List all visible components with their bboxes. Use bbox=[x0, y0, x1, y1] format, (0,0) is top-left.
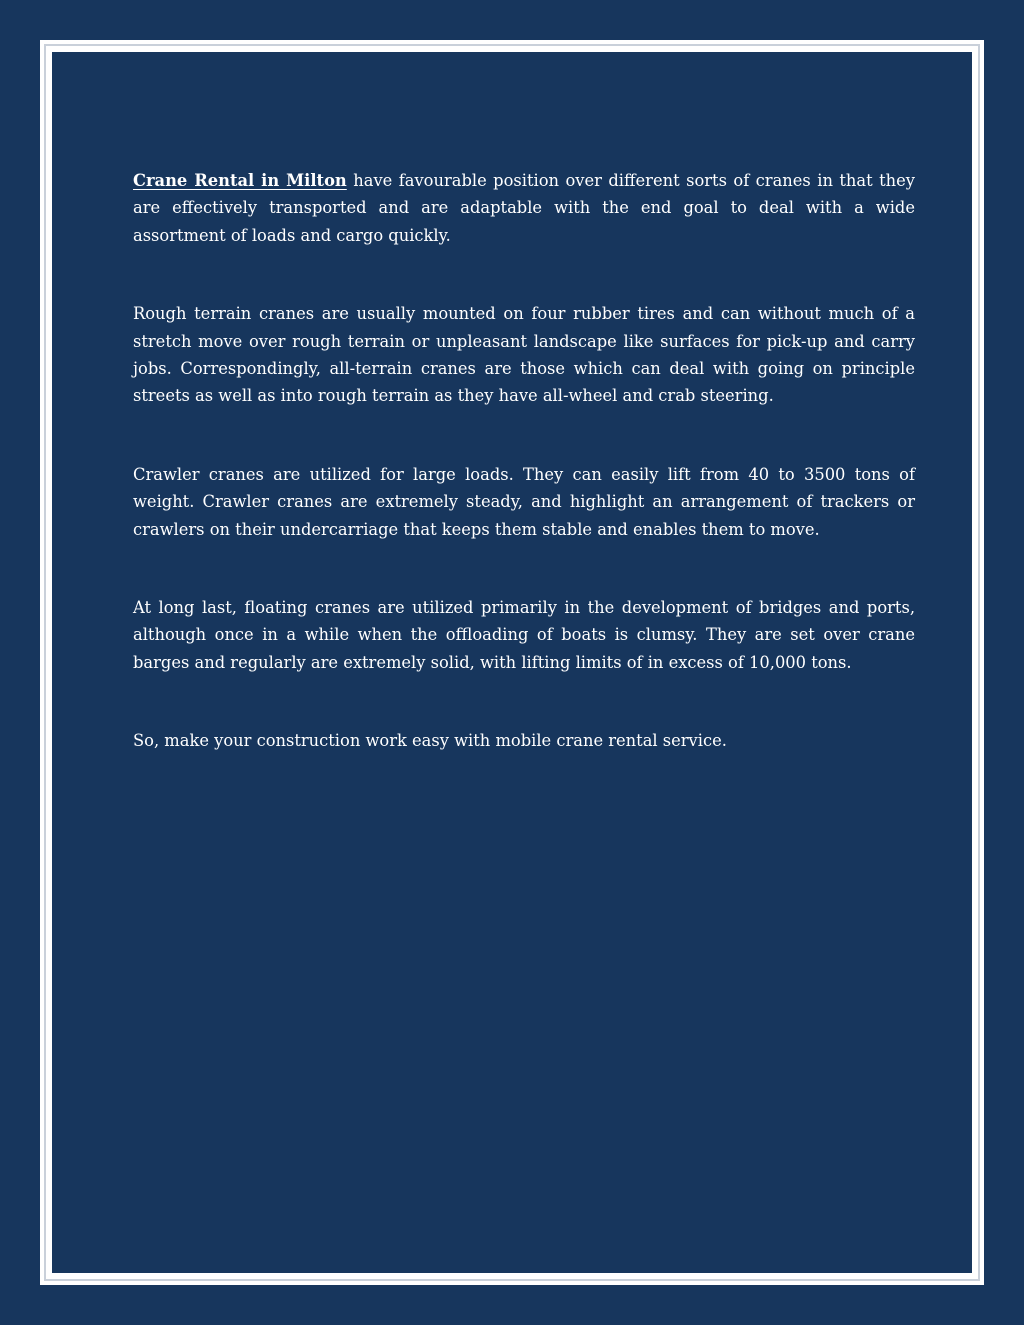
paragraph-floating-cranes: At long last, floating cranes are utilized primarily in the development of bridges and ports, although once in a while when the offloading of boats is clumsy. They are set over crane barges and regularly are extremely solid, with lifting limits of in excess of 10,000 tons. bbox=[133, 598, 915, 672]
paragraph-intro-text: have favourable position over different sorts of cranes in that they are effectively transported and are adaptable with the end goal to deal with a wide assortment of loads and cargo quickly. bbox=[133, 171, 915, 245]
page-border-frame bbox=[40, 40, 984, 1285]
paragraph-intro bbox=[133, 167, 915, 249]
page-panel bbox=[52, 52, 972, 1273]
paragraph-rough-terrain: Rough terrain cranes are usually mounted on four rubber tires and can without much of a stretch move over rough terrain or unpleasant landscape like surfaces for pick-up and carry jobs. Correspondingly, all-terrain cranes are those which can deal with going on principle streets as well as into rough terrain as they have all-wheel and crab steering. bbox=[133, 304, 915, 406]
paragraph-crawler-cranes: Crawler cranes are utilized for large loads. They can easily lift from 40 to 3500 tons of weight. Crawler cranes are extremely steady, and highlight an arrangement of trackers or crawlers on their undercarriage that keeps them stable and enables them to move. bbox=[133, 464, 915, 539]
document-body bbox=[133, 167, 915, 755]
crane-rental-milton-link[interactable]: Crane Rental in Milton bbox=[133, 171, 347, 190]
paragraph-closing: So, make your construction work easy with mobile crane rental service. bbox=[133, 731, 727, 751]
